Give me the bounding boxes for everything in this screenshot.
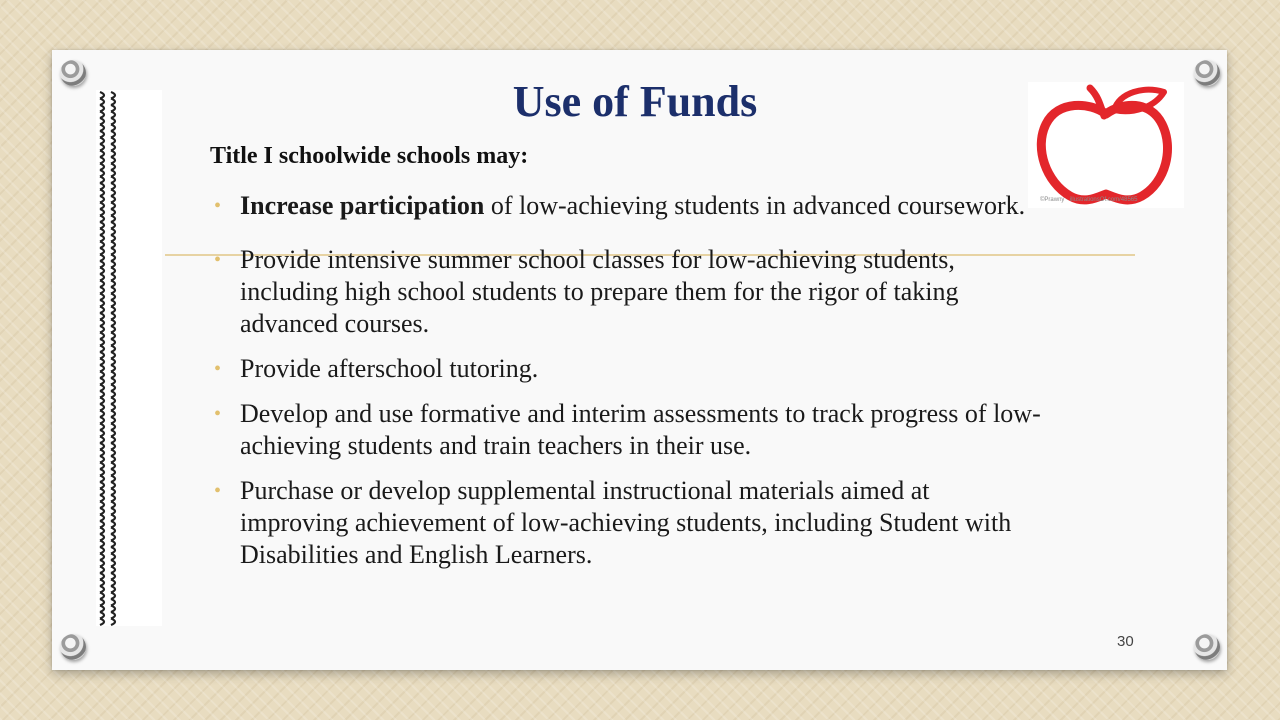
rope-segment [100,320,104,327]
rope-segment [100,489,104,496]
apple-logo [1028,82,1184,208]
rope-segment [100,567,104,574]
rope-segment [100,508,104,515]
rope-segment [100,138,104,145]
rope-segment [100,255,104,262]
rope-segment [111,398,115,405]
rope-segment [100,554,104,561]
pushpin-icon [60,634,86,660]
rope-segment [111,521,115,528]
slide-title: Use of Funds [512,77,758,126]
rope-segment [111,261,115,268]
rope-segment [111,528,115,535]
rope-segment [100,547,104,554]
rope-segment [111,482,115,489]
rope-segment [111,508,115,515]
rope-segment [100,378,104,385]
rope-segment [100,599,104,606]
rope-segment [100,235,104,242]
rope-segment [100,372,104,379]
rope-segment [111,437,115,444]
rope-segment [100,203,104,210]
rope-segment [100,281,104,288]
rope-segment [111,385,115,392]
rope-segment [111,242,115,249]
list-item [212,475,1042,571]
rope-segment [111,534,115,541]
rope-segment [111,274,115,281]
rope-segment [100,177,104,184]
rope-segment [111,346,115,353]
rope-segment [111,294,115,301]
rope-segment [111,502,115,509]
rope-segment [100,619,104,626]
rope-segment [100,502,104,509]
rope-segment [111,599,115,606]
rope-segment [111,170,115,177]
rope-segment [111,378,115,385]
rope-segment [100,612,104,619]
rope-segment [100,534,104,541]
rope-segment [111,619,115,626]
rope-segment [100,151,104,158]
rope-segment [100,495,104,502]
rope-segment [100,242,104,249]
list-item [212,190,1042,222]
rope-segment [111,586,115,593]
rope-segment [111,593,115,600]
rope-segment [111,287,115,294]
rope-segment [100,190,104,197]
rope-segment [111,554,115,561]
rope-segment [100,352,104,359]
rope-segment [111,580,115,587]
rope-segment [111,573,115,580]
rope-segment [100,144,104,151]
rope-segment [111,560,115,567]
rope-segment [100,469,104,476]
rope-segment [100,170,104,177]
rope-segment [111,216,115,223]
rope-segment [111,541,115,548]
bullet-icon: • [214,480,222,502]
rope-segment [111,443,115,450]
rope-segment [111,476,115,483]
rope-segment [100,248,104,255]
rope-segment [111,164,115,171]
rope-segment [111,307,115,314]
rope-segment [100,521,104,528]
rope-segment [100,300,104,307]
rope-segment [111,606,115,613]
rope-segment [100,326,104,333]
bullet-icon: • [214,195,222,217]
rope-segment [111,268,115,275]
page-number: 30 [1117,633,1134,650]
rope-segment [111,203,115,210]
rope-segment [100,196,104,203]
rope-segment [111,248,115,255]
rope-segment [100,261,104,268]
rope-segment [100,339,104,346]
rope-segment [100,404,104,411]
rope-segment [111,300,115,307]
bullet-text: of low-achieving students in advanced coursework. [484,191,1026,220]
rope-segment [100,476,104,483]
rope-segment [111,404,115,411]
rope-segment [111,469,115,476]
rope-segment [100,573,104,580]
rope-segment [100,606,104,613]
rope-segment [100,216,104,223]
rope-segment [100,268,104,275]
rope-segment [111,547,115,554]
rope-segment [111,352,115,359]
rope-segment [111,417,115,424]
rope-segment [111,183,115,190]
rope-segment [111,391,115,398]
rope-segment [111,489,115,496]
bullet-text: Purchase or develop supplemental instructional materials aimed at improving achievement of low-achieving students, including Student with Disabilities and English Learners. [240,476,1012,569]
rope-segment [100,294,104,301]
rope-segment [100,333,104,340]
rope-segment [111,372,115,379]
rope-segment [100,437,104,444]
bullet-icon: • [214,249,222,271]
slide-subtitle: Title I schoolwide schools may: [210,143,529,169]
rope-segment [100,450,104,457]
rope-segment [100,391,104,398]
pushpin-icon [1194,634,1220,660]
rope-segment [100,417,104,424]
rope-segment [111,177,115,184]
rope-segment [100,313,104,320]
rope-segment [100,463,104,470]
bullet-bold-text: Increase participation [240,191,485,220]
rope-segment [100,222,104,229]
rope-segment [100,580,104,587]
rope-segment [111,229,115,236]
apple-logo-icon [1028,82,1184,208]
rope-segment [100,541,104,548]
rope-border-icon [96,90,162,626]
rope-segment [100,443,104,450]
rope-segment [100,411,104,418]
rope-segment [111,196,115,203]
list-item [212,244,1042,340]
rope-segment [100,385,104,392]
rope-segment [111,339,115,346]
bullet-icon: • [214,358,222,380]
rope-segment [100,346,104,353]
bullet-text: Provide afterschool tutoring. [240,354,539,383]
rope-segment [111,281,115,288]
rope-segment [111,190,115,197]
rope-segment [100,560,104,567]
rope-segment [111,567,115,574]
rope-segment [111,255,115,262]
rope-segment [111,430,115,437]
rope-segment [111,515,115,522]
rope-segment [111,456,115,463]
rope-segment [100,209,104,216]
rope-segment [111,612,115,619]
rope-segment [100,183,104,190]
rope-segment [111,326,115,333]
side-decoration [96,90,162,626]
rope-segment [100,365,104,372]
rope-segment [100,164,104,171]
rope-segment [111,131,115,138]
rope-segment [100,482,104,489]
rope-segment [100,593,104,600]
rope-segment [111,495,115,502]
rope-segment [111,222,115,229]
rope-segment [100,131,104,138]
bullet-text: Provide intensive summer school classes for low-achieving students, including high school students to prepare them for the rigor of taking advanced courses. [240,245,959,338]
rope-segment [111,359,115,366]
rope-segment [100,274,104,281]
rope-segment [111,450,115,457]
rope-segment [100,307,104,314]
list-item [212,353,1042,385]
rope-segment [111,138,115,145]
bullet-text: Develop and use formative and interim assessments to track progress of low-achieving students and train teachers in their use. [240,399,1041,460]
apple-credit: ©Prawny · illustrationsOf.com/48565 [1040,197,1138,203]
rope-segment [111,365,115,372]
rope-segment [100,430,104,437]
bullet-icon: • [214,403,222,425]
rope-segment [111,151,115,158]
rope-segment [100,456,104,463]
rope-segment [111,411,115,418]
rope-segment [100,586,104,593]
rope-segment [111,463,115,470]
rope-segment [111,157,115,164]
rope-segment [100,528,104,535]
rope-segment [100,287,104,294]
rope-segment [111,313,115,320]
rope-segment [111,320,115,327]
rope-segment [100,359,104,366]
rope-segment [100,398,104,405]
rope-segment [111,333,115,340]
rope-segment [111,235,115,242]
bullet-list [212,190,1042,584]
rope-segment [111,209,115,216]
rope-segment [100,515,104,522]
rope-segment [111,144,115,151]
rope-segment [111,424,115,431]
rope-segment [100,424,104,431]
list-item [212,398,1042,462]
rope-segment [100,157,104,164]
rope-segment [100,229,104,236]
